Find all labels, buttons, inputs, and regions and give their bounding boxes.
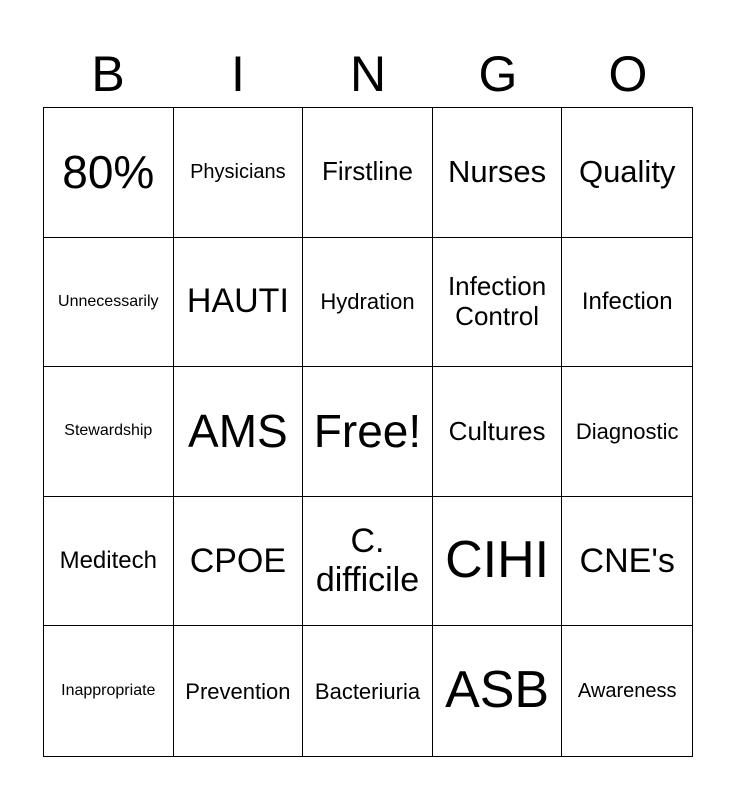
bingo-cell[interactable]: Awareness xyxy=(577,679,677,702)
bingo-cell[interactable]: AMS xyxy=(174,367,304,497)
bingo-cell[interactable]: Firstline xyxy=(303,108,433,238)
bingo-cell[interactable]: CIHI xyxy=(433,497,563,627)
header-letter-n: N xyxy=(349,46,387,102)
bingo-cell[interactable]: C. difficile xyxy=(303,497,433,627)
bingo-cell[interactable]: Quality xyxy=(562,108,692,238)
bingo-cell[interactable]: Meditech xyxy=(44,497,174,627)
bingo-cell[interactable]: Nurses xyxy=(433,108,563,238)
bingo-cell[interactable]: Infection Control xyxy=(433,238,563,368)
bingo-cell[interactable]: Unnecessarily xyxy=(44,238,174,368)
bingo-cell[interactable]: Hydration xyxy=(303,238,433,368)
free-space-cell[interactable]: Free! xyxy=(303,367,433,497)
bingo-cell[interactable]: Stewardship xyxy=(44,367,174,497)
bingo-cell[interactable]: Prevention xyxy=(174,626,304,756)
bingo-board xyxy=(43,107,693,757)
bingo-cell[interactable]: CPOE xyxy=(174,497,304,627)
header-letter-o: O xyxy=(608,46,648,102)
bingo-cell[interactable]: ASB xyxy=(433,626,563,756)
bingo-cell[interactable]: Cultures xyxy=(433,367,563,497)
header-letter-g: G xyxy=(478,46,518,102)
header-letter-i: I xyxy=(231,46,245,102)
bingo-cell[interactable]: Inappropriate xyxy=(44,626,174,756)
bingo-cell[interactable]: 80% xyxy=(44,108,174,238)
bingo-cell[interactable]: Infection xyxy=(562,238,692,368)
header-letter-b: B xyxy=(91,46,125,102)
bingo-cell[interactable]: CNE's xyxy=(562,497,692,627)
bingo-cell[interactable]: HAUTI xyxy=(174,238,304,368)
bingo-cell[interactable]: Bacteriuria xyxy=(303,626,433,756)
bingo-header xyxy=(43,40,693,108)
bingo-cell[interactable]: Physicians xyxy=(174,108,304,238)
bingo-cell[interactable]: Diagnostic xyxy=(562,367,692,497)
